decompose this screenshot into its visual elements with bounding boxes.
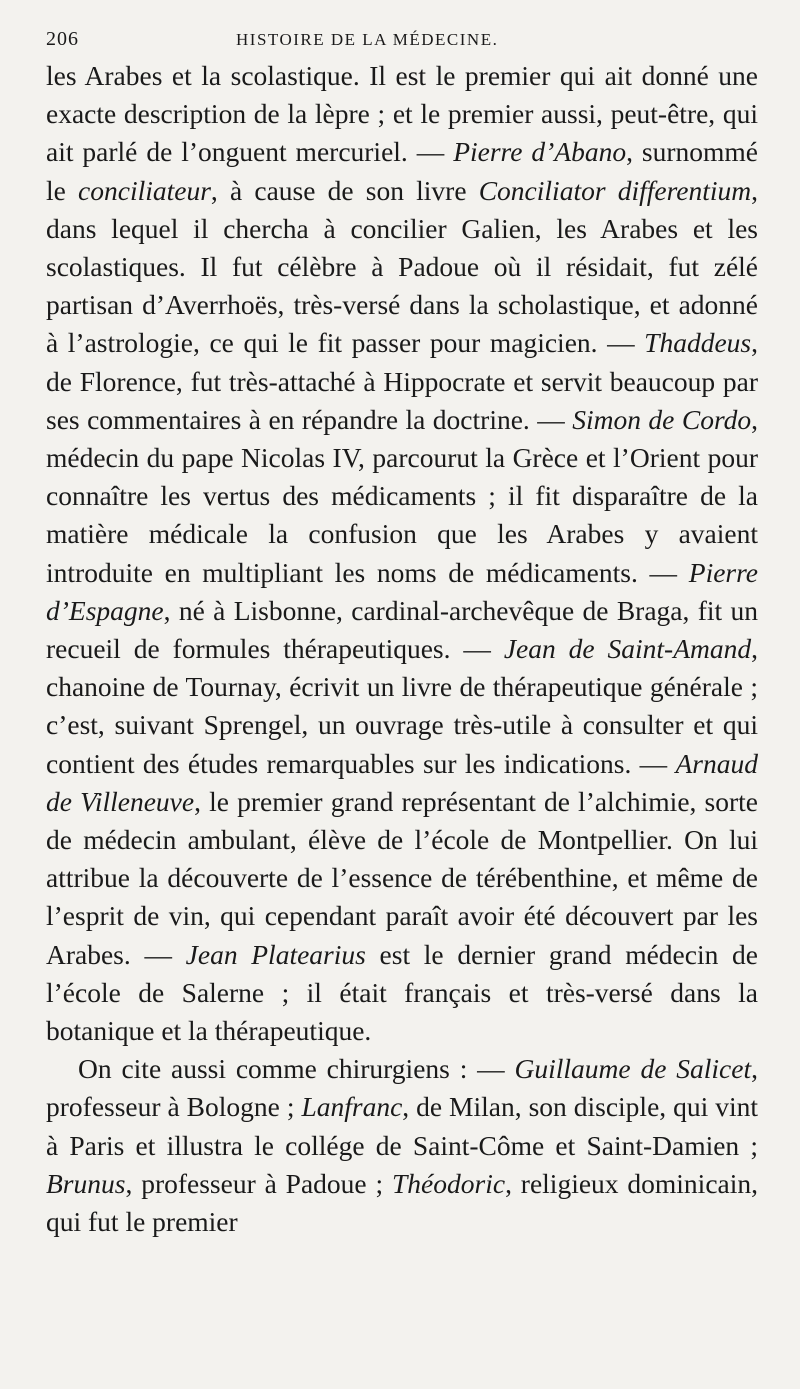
italic-name: Pierre d’Abano (453, 136, 627, 168)
text-run: , à cause de son livre (210, 174, 479, 206)
italic-name: conciliateur (78, 174, 211, 206)
italic-name: Simon de Cordo (572, 403, 752, 435)
text-run: , le premier grand représentant de l’alchimie, sorte de médecin ambulant, élève de l’école de Montpellier. On lui attribue la découverte de l’essence de térébenthine, et même de l’esprit de vin, qui cependant paraît avoir été découvert par les Arabes. — (46, 785, 758, 970)
paragraph (46, 1050, 758, 1241)
italic-name: Théodoric (392, 1167, 506, 1199)
text-run: , médecin du pape Nicolas IV, parcourut la Grèce et l’Orient pour connaître les vertus des médicaments ; il fit disparaître de la matière médicale la confusion que les Arabes y avaient introduite en multipliant les noms de médicaments. — (46, 403, 758, 588)
page-header (46, 28, 758, 51)
italic-name: Guillaume de Salicet (514, 1053, 752, 1085)
text-run: , surnommé le (46, 136, 758, 206)
text-run: , chanoine de Tournay, écrivit un livre de thérapeutique générale ; c’est, suivant Sprengel, un ouvrage très-utile à consulter et qui contient des études remarquables sur les indications. — (46, 633, 758, 779)
italic-name: Pierre d’Espagne (46, 556, 758, 626)
italic-name: Arnaud de Villeneuve (46, 747, 758, 817)
text-run: , religieux dominicain, qui fut le premier (46, 1167, 759, 1238)
italic-name: Jean de Saint-Amand (503, 633, 752, 665)
paragraph (46, 57, 758, 1050)
running-title: HISTOIRE DE LA MÉDECINE. (236, 30, 499, 49)
text-run: On cite aussi comme chirurgiens : — (78, 1053, 515, 1085)
text-run: , né à Lisbonne, cardinal-archevêque de Braga, fit un recueil de formules thérapeutiques. — (46, 594, 758, 665)
italic-name: Conciliator differentium (478, 174, 752, 206)
text-run: , professeur à Bologne ; (46, 1053, 758, 1123)
text-run: est le dernier grand médecin de l’école de Salerne ; il était français et très-versé dans la botanique et la thérapeutique. (46, 938, 758, 1047)
page-number: 206 (46, 28, 79, 50)
italic-name: Jean Platearius (185, 938, 366, 970)
text-run: , de Florence, fut très-attaché à Hippocrate et servit beaucoup par ses commentaires à en répandre la doctrine. — (46, 327, 758, 435)
italic-name: Brunus (46, 1167, 126, 1199)
text-run: , professeur à Padoue ; (125, 1167, 392, 1199)
italic-name: Thaddeus (644, 327, 752, 359)
text-run: les Arabes et la scolastique. Il est le premier qui ait donné une exacte description de la lèpre ; et le premier aussi, peut-être, qui ait parlé de l’onguent mercuriel. — (46, 60, 758, 168)
text-run: , dans lequel il chercha à concilier Galien, les Arabes et les scolastiques. Il fut célèbre à Padoue où il résidait, fut zélé partisan d’Averrhoës, très-versé dans la scholastique, et adonné à l’astrologie, ce qui le fit passer pour magicien. — (46, 174, 758, 359)
page-body (46, 57, 758, 1241)
text-run: , de Milan, son disciple, qui vint à Paris et illustra le collége de Saint-Côme et Saint-Damien ; (46, 1091, 758, 1161)
italic-name: Lanfranc (301, 1091, 403, 1123)
